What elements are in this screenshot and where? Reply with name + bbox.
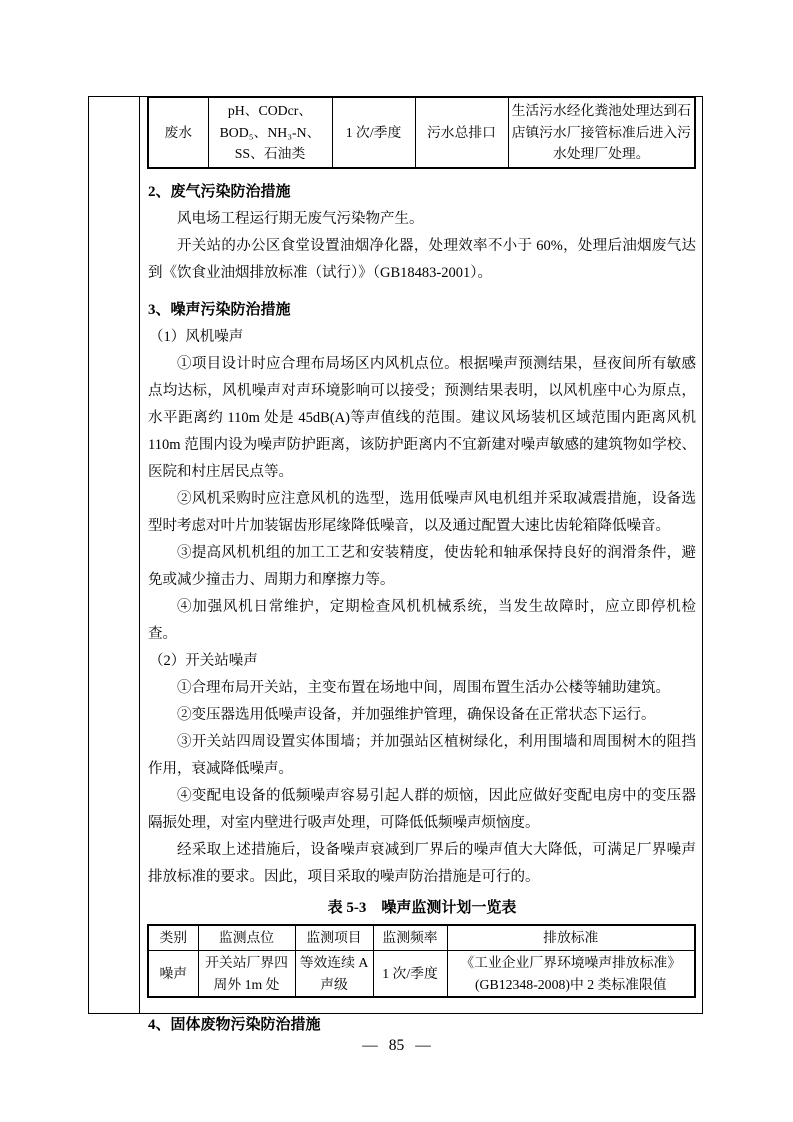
paragraph-conclusion: 经采取上述措施后，设备噪声衰减到厂界后的噪声值大大降低，可满足厂界噪声排放标准的要求。因此，项目采取的噪声防治措施是可行的。 [148,841,696,885]
section-heading-noise: 3、噪声污染防治措施 [148,301,291,318]
page-number: 85 [388,1037,405,1054]
header-item: 监测项目 [295,925,373,951]
noise-category-cell: 噪声 [148,951,198,998]
header-location: 监测点位 [198,925,295,951]
wastewater-frequency-cell: 1 次/季度 [332,97,415,168]
paragraph: ④变配电设备的低频噪声容易引起人群的烦恼，因此应做好变配电房中的变压器隔振处理，对室内壁进行吸声处理，可降低低频噪声烦恼度。 [148,787,696,831]
paragraph: ②风机采购时应注意风机的选型，选用低噪声风电机组并采取减震措施，设备选型时考虑对叶片加装锯齿形尾缘降低噪音，以及通过配置大速比齿轮箱降低噪音。 [148,490,696,534]
section-heading-waste-gas: 2、废气污染防治措施 [148,183,291,200]
wastewater-items-cell: pH、CODcr、BOD₅、NH₃-N、SS、石油类 [208,97,332,168]
paragraph: 开关站的办公区食堂设置油烟净化器，处理效率不小于 60%，处理后油烟废气达到《饮食业油烟排放标准（试行）》（GB18483-2001）。 [148,237,696,281]
noise-location-cell: 开关站厂界四周外 1m 处 [198,951,295,998]
paragraph: ①合理布局开关站，主变布置在场地中间，周围布置生活办公楼等辅助建筑。 [177,679,670,696]
wastewater-monitoring-table [147,96,696,169]
header-category: 类别 [148,925,198,951]
header-frequency: 监测频率 [373,925,447,951]
table-header-row [148,925,695,951]
report-form-border [88,96,703,1033]
paragraph: ③开关站四周设置实体围墙；并加强站区植树绿化，利用围墙和周围树木的阻挡作用，衰减降低噪声。 [148,733,696,777]
page-footer [0,1035,793,1057]
paragraph: ①项目设计时应合理布局场区内风机点位。根据噪声预测结果，昼夜间所有敏感点均达标，风机噪声对声环境影响可以接受；预测结果表明，以风机座中心为原点，水平距离约 110m 处是 45dB(A)等声值线的范围。建议风场装机区域范围内距离风机 110m 范围内设为噪声防护距离，该防护距离内不宜新建对噪声敏感的建筑物如学校、医院和村庄居民点等。 [148,355,696,480]
subsection-label-switch-station-noise: （2）开关站噪声 [149,652,258,669]
paragraph: ②变压器选用低噪声设备，并加强维护管理，确保设备在正常状态下运行。 [177,706,656,723]
wastewater-standard-cell: 生活污水经化粪池处理达到石店镇污水厂接管标准后进入污水处理厂处理。 [508,97,695,168]
table-row [148,97,695,168]
wastewater-location-cell: 污水总排口 [415,97,508,168]
header-standard: 排放标准 [447,925,695,951]
paragraph: ③提高风机机组的加工工艺和安装精度，使齿轮和轴承保持良好的润滑条件，避免或减少撞击力、周期力和摩擦力等。 [148,544,696,588]
subsection-label-fan-noise: （1）风机噪声 [149,328,244,345]
table-caption: 表 5-3 噪声监测计划一览表 [327,899,517,916]
footer-dash-left: — [362,1037,378,1054]
form-left-empty-column [89,97,140,1013]
noise-item-cell: 等效连续 A 声级 [295,951,373,998]
noise-standard-cell: 《工业企业厂界环境噪声排放标准》(GB12348-2008)中 2 类标准限值 [447,951,695,998]
paragraph: ④加强风机日常维护，定期检查风机机械系统，当发生故障时，应立即停机检查。 [148,598,696,642]
footer-dash-right: — [415,1037,431,1054]
wastewater-category-cell: 废水 [148,97,208,168]
noise-monitoring-plan-table [147,924,696,999]
noise-frequency-cell: 1 次/季度 [373,951,447,998]
form-content-cell [140,97,704,1033]
table-row [148,951,695,998]
section-heading-solid-waste: 4、固体废物污染防治措施 [148,1017,321,1033]
paragraph: 风电场工程运行期无废气污染物产生。 [177,210,424,227]
